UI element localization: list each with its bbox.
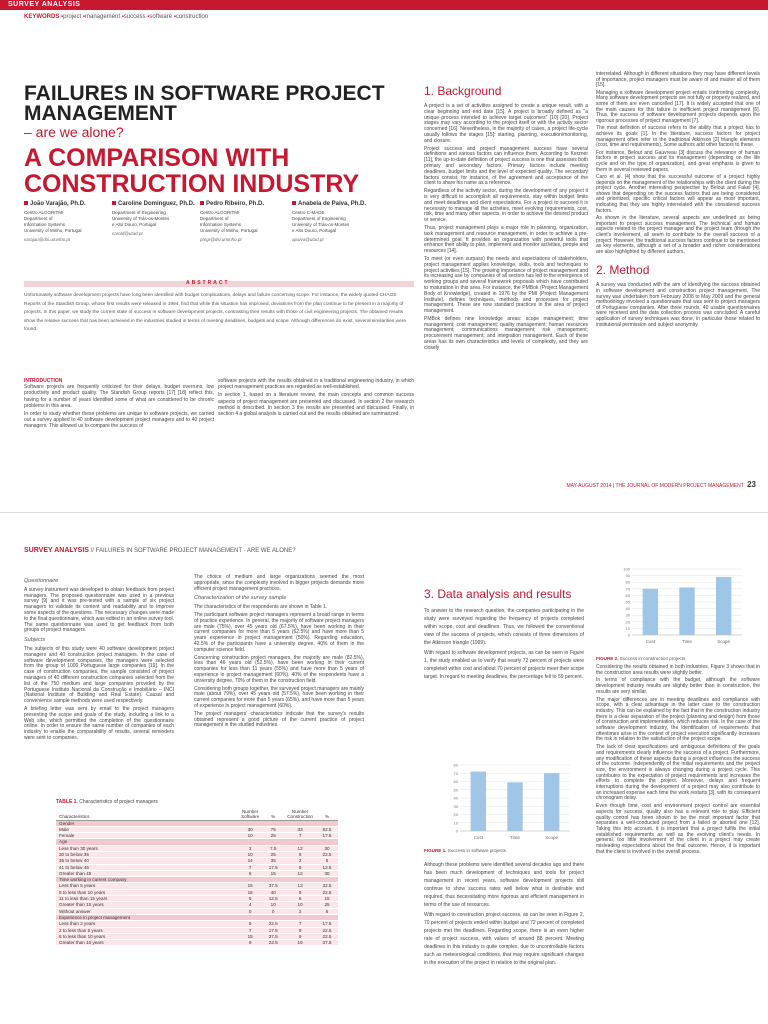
table-cell: 7 xyxy=(238,927,262,933)
running-title: FAILURES IN SOFTWARE PROJECT MANAGEMENT - ARE WE ALONE? xyxy=(95,548,296,554)
keyword: software xyxy=(149,14,173,20)
table-caption-label: TABLE 1. xyxy=(56,799,78,805)
table-cell: 17.5 xyxy=(262,864,284,870)
paragraph: The most definition of success refers to the ability that a project has to achieve its goals [1]. In the literature, success factors for project management often refer to the traditional Atkinson [2] triangle elements (cost, time and requirements). Some authors add other factors to these. xyxy=(596,125,760,149)
figure-2-chart xyxy=(618,565,748,647)
y-tick-label: 80 xyxy=(625,579,630,585)
table-cell: 17.5 xyxy=(262,927,284,933)
paragraph: A briefing letter was sent by email to the project managers presenting the scope and goals of the study, including a link to a Web site, which permitted the completion of the questionnaire online. In order to ensure the same number of companies of each industry to enable the comparability of results, several reminders were sent to companies. xyxy=(24,705,174,741)
y-tick-label: 50 xyxy=(625,599,630,605)
x-tick-label: Cost xyxy=(645,639,655,644)
paragraph: The participant software project managers represent a broad range in terms of practice experience. In general, the majority of software project managers are male (75%), over 45 years old (67.5%), have been working in their current companies for more than 5 years (62.5%) and have more than 5 years experience in project management (50%). Regarding education, 42.5% of the participants have a university degree, 40% of them in the computer science field. xyxy=(194,611,364,653)
author-name: Caroline Dominguez, Ph.D. xyxy=(118,201,195,207)
paragraph: interrelated. Although in different situations they may have different levels of importance, project managers must be aware of and master all of them [15]. xyxy=(596,71,760,89)
keyword: construction xyxy=(175,14,209,20)
paragraph: Considering the results obtained in both industries, Figure 3 shows that in the construction area results were slightly better. xyxy=(596,664,760,676)
paragraph: The lack of clear specifications and ambiguous definitions of the goals and requirements clearly influence the success of a project. Furthermore, any modification of these aspects during a project influences the success of the outcome. Independently of the initial requirements and the project size, the environment is always changing during a project cycle. This contributes to the expectation of project requirements and increases the efforts to complete the project. Moreover, delays and frequent interruptions during the development of a project may also contribute to an increased expense each time the work restarts [3], with its consequent chronogram delay. xyxy=(596,744,760,802)
bar xyxy=(507,782,522,831)
paragraph: Caro et al. [4] show that the successful outcome of a project highly depends on the management of the relationships with the client during the project cycle. Another interesting perspective by Belout and Fakel [4], shows that depending on the success factors that are being considered and prioritized, specific critical factors will appear as most important, indicating that they are highly interrelated with the considered success factors. xyxy=(596,174,760,214)
paragraph: PMBok defines nine knowledge areas: scope management; time management; cost management; quality management; human resources management; communications management; risk management; procurement management; and integration management. Each of these areas has its own characteristics and levels of complexity, and they are closely xyxy=(424,315,588,351)
paragraph: The subjects of this study were 40 software development project managers and 40 construction project managers. In the case of software development companies, the managers were selected from the group of 1000 Portuguese large companies [19]. In the case of construction companies, the sample consisted of project managers of 40 different construction companies selected from the list of the 750 medium and large companies provided by the Portuguese Instituto Nacional da Construção e Imobiliário – INCI (National Institute of Building and Real Estate). Causal and convenience sample methods were used respectively. xyxy=(24,645,174,705)
table-cell: 12.5 xyxy=(262,896,284,902)
figure-1-caption xyxy=(424,848,506,853)
author-name: Pedro Ribeiro, Ph.D. xyxy=(206,201,265,207)
keyword: project xyxy=(63,14,82,20)
table-cell: 37.5 xyxy=(262,933,284,939)
y-tick-label: 20 xyxy=(453,812,458,817)
table-cell: Less than 5 years xyxy=(56,883,238,889)
table-cell: 3 xyxy=(238,845,262,851)
table-cell: 6 xyxy=(284,896,316,902)
page-24 xyxy=(0,512,768,1024)
table-cell: 7 xyxy=(284,921,316,927)
paragraph: In section 1, based on a literature review, the main concepts and common success aspects of project management are presented and discussed. In section 2 the research method is described. In section 3 the results are presented and discussed. Finally, in section 4 a global analysis is carried out and the results obtained are summarized. xyxy=(218,392,414,418)
figure-caption-text: Success in software projects xyxy=(447,848,506,853)
table-cell: 7 xyxy=(238,864,262,870)
table-cell: 22.5 xyxy=(316,851,338,857)
keywords-label: KEYWORDS xyxy=(24,14,60,20)
y-tick-label: 80 xyxy=(453,762,458,768)
table-cell: 9 xyxy=(284,889,316,895)
affiliation: Information Systems xyxy=(200,222,242,227)
article-title: FAILURES IN SOFTWARE PROJECT MANAGEMENT xyxy=(24,82,385,125)
abstract-bar xyxy=(24,281,414,287)
affiliation: Centro ALGORITMI xyxy=(24,210,64,215)
affiliation: Centro ALGORITMI xyxy=(200,210,240,215)
section-bar xyxy=(0,0,768,10)
table-header-cell: Number Construction xyxy=(284,807,316,820)
bar xyxy=(643,589,658,635)
table-cell: 30 to below 35 xyxy=(56,851,238,857)
abstract-text: Unfortunately software development projects have long been identified with budget complications, delays and failure concerning scope. For instance, the widely quoted CHAOS Reports of the Standish Group, whose first results were released in 1994, find that while this situation has improved, deviations from the plan continue to be present in a majority of projects. In this paper, we study the current state of success in software development projects, contrasting their results with those of civil engineering projects. The obtained results show the relative success that has been achieved in the industries studied in terms of meeting deadlines, budgets and scope. Although differences do exist, several similarities were found. xyxy=(24,293,407,333)
table-cell: 6 to less than 10 years xyxy=(56,933,238,939)
y-tick-label: 20 xyxy=(625,619,630,625)
table-cell: Less than 30 years xyxy=(56,845,238,851)
table-cell: 9 xyxy=(284,927,316,933)
bullet-icon xyxy=(24,201,28,205)
table-cell: 13 xyxy=(284,883,316,889)
table-cell: Less than 2 years xyxy=(56,921,238,927)
table-cell: 22.5 xyxy=(262,940,284,946)
background-column xyxy=(424,84,588,354)
table-cell: 12 xyxy=(284,870,316,876)
table-cell: 9 xyxy=(238,921,262,927)
author-email[interactable]: varajao@dsi.uminho.pt xyxy=(24,237,71,242)
table-cell: 32.5 xyxy=(316,883,338,889)
table-row xyxy=(56,940,338,946)
table-cell: 0 xyxy=(262,908,284,914)
table-cell: 82.5 xyxy=(316,826,338,832)
section-title: 3. Data analysis and results xyxy=(424,587,572,601)
table-cell: 10 xyxy=(262,902,284,908)
table-cell: Male xyxy=(56,826,238,832)
affiliation: University of Trás-os-Montes xyxy=(112,216,170,221)
author-card xyxy=(292,201,380,243)
table-header-cell: Number Software xyxy=(238,807,262,820)
author-email[interactable]: pmgr@dsi.uminho.pt xyxy=(200,237,242,242)
table-cell: 25 xyxy=(316,902,338,908)
table-header-row xyxy=(56,807,338,820)
table-cell: 25 xyxy=(262,851,284,857)
table-cell: 14 xyxy=(238,858,262,864)
bullet-icon xyxy=(112,201,116,205)
paragraph: Project success and project management success have several definitions and various factors can influence them. According to Kerzner [11], the up-to-date definition of project success is one that assesses both primary and secondary factors. Primary factors include meeting deadlines, budget limits and the level of expected quality. The secondary factors consist, for instance, of the agreement and acceptance of the client to share his name as a reference. xyxy=(424,145,588,187)
table-cell: 15 xyxy=(262,870,284,876)
table-cell: 16 xyxy=(238,889,262,895)
intro-column-1 xyxy=(24,378,214,432)
affiliation: Department of xyxy=(24,216,53,221)
paragraph: As shown in the literature, several aspects are underlined as being important to project success management. The technical and human aspects related to the project manager and the project team (though the client's involvement, all seem to contribute to the overall success of a project. However, the traditional success factors continue to be mentioned as key elements, although a set of a broader and richer considerations are also highlighted by different authors. xyxy=(596,215,760,255)
paragraph: The characteristics of the respondents are shown in Table 1. xyxy=(194,604,328,611)
article-title-secondary: A COMPARISON WITH CONSTRUCTION INDUSTRY xyxy=(24,144,360,198)
table-cell: 12.5 xyxy=(316,864,338,870)
x-tick-label: Scope xyxy=(545,835,559,840)
bar xyxy=(471,772,486,831)
table-cell: 75 xyxy=(262,826,284,832)
page-footer: MAY-AUGUST 2014 | THE JOURNAL OF MODERN PROJECT MANAGEMENT 23 xyxy=(566,480,756,489)
paragraph: Software projects are frequently criticized for their delays, budget overruns, low productivity and product quality. The Standish Group reports [17] [18] reflect this, having for a number of years identified some of what are considered to be chronic problems in this area. xyxy=(24,384,214,409)
table-cell: 5 xyxy=(238,896,262,902)
affiliation: University of Trás-os-Montes xyxy=(292,222,350,227)
table-cell: 30 xyxy=(238,826,262,832)
section-title: 2. Method xyxy=(596,263,650,278)
paragraph: Regardless of the activity sector, during the development of any project it is very difficult to accomplish all requirements, stay within budget limits and meet deadlines and client expectations. For a project to succeed it is necessary to manage all the activities, meet evolving requirements, cost, risk, time and many other aspects, in order to achieve the desired product or service. xyxy=(424,188,588,224)
footer-journal: THE JOURNAL OF MODERN PROJECT MANAGEMENT xyxy=(615,483,744,489)
paragraph: With regard to construction project success, as can be seen in Figure 2, 70 percent of projects ended within budget and 72 percent of completed projects met the deadlines. Regarding scope, there is an even higher rate of project success, with values of around 88 percent. Meeting deadlines in this industry is quite complex, due to uncontrollable factors such as meteorological conditions, that may require significant changes in the execution of the project in relation to the original plan. xyxy=(424,912,584,966)
y-tick-label: 70 xyxy=(453,770,458,776)
y-tick-label: 10 xyxy=(453,820,458,826)
table-cell: 22.5 xyxy=(316,927,338,933)
paragraph: In terms of compliance with the budget, although the software development industry results are slightly better than in construction, the results are very similar. xyxy=(596,677,760,695)
keyword: management xyxy=(84,14,121,20)
paragraph: To answer to the research question, the companies participating in the study were surveyed regarding the frequency of projects completed within scope, cost and deadlines. Thus, we followed the conventional view of the success of projects, which consists of three dimensions of the Atkinson triangle (1999). xyxy=(424,608,584,646)
affiliation: e Alto Douro, Portugal xyxy=(112,222,157,227)
table-cell: 2 to less than 5 years xyxy=(56,927,238,933)
table-cell: 7 xyxy=(284,833,316,839)
y-tick-label: 90 xyxy=(625,573,630,579)
author-name: João Varajão, Ph.D. xyxy=(30,201,86,207)
bar xyxy=(716,577,731,635)
y-tick-label: 40 xyxy=(453,795,458,801)
table-header-cell: % xyxy=(262,807,284,820)
y-tick-label: 60 xyxy=(453,779,458,784)
results-column xyxy=(424,587,584,683)
table-cell: Greater than 10 years xyxy=(56,940,238,946)
table-group-label: Gender xyxy=(56,820,338,826)
table-cell: 30 xyxy=(316,845,338,851)
paragraph: A survey instrument was developed to obtain feedback from project managers. The proposed questionnaire was used in a previous survey [9] and it was pre-tested with a sample of six project managers to validate its content and readability and to improve some aspects of the questions. The necessary changes were made to the final questionnaire, which was edited in an online survey tool. The same questionnaire was used to get feedback from both groups of project managers. xyxy=(24,586,174,634)
x-tick-label: Time xyxy=(682,639,692,644)
header-group-software: Software xyxy=(241,814,260,819)
table-cell: 5 xyxy=(316,908,338,914)
paragraph: The project managers' characteristics indicate that the survey's results obtained represent a good picture of the current practice of project management in the studied industries. xyxy=(194,710,364,729)
subsection-title: Questionnaire xyxy=(24,578,59,584)
paragraph: In order to study whether these problems are unique to software projects, we carried out a survey applied to 40 software development project managers and to 40 project managers. This allowed us to compare the success of xyxy=(24,411,214,430)
bar xyxy=(679,587,694,635)
affiliation: Department of Engineering xyxy=(292,216,346,221)
paragraph: software projects with the results obtained in a traditional engineering industry, in which project management practices are regarded as well-established. xyxy=(218,378,414,391)
paragraph: The major differences are in meeting deadlines and compliance with scope, with a clear advantage in the latter case to the construction industry. This can be explained by the fact that in the construction industry there is a clear separation of the project (planning and design) from those of construction and implementation, which reduces risk. In the case of the software development industry, the identification of requirements that oftentimes arise in the context of project execution significantly increases the risk in relation to the satisfaction of the project scope. xyxy=(596,696,760,743)
page-number: 23 xyxy=(747,480,756,489)
table-cell: 25 xyxy=(262,833,284,839)
table-cell: 22.5 xyxy=(262,921,284,927)
table-cell: 9 xyxy=(284,851,316,857)
figure-caption-text: Success in construction projects xyxy=(619,656,686,661)
table-cell: 35 xyxy=(262,858,284,864)
table-cell: 15 xyxy=(238,883,262,889)
paragraph: A project is a set of activities assigned to create a unique result, with a clear beginning and end date [15]. A project is broadly defined as "a unique process intended to achieve target outcomes" [10] [20]. Project stages may vary according to the project itself or with the activity sector concerned [16]. Nevertheless, in the majority of cases, a project life-cycle usually follows the stages [15]: starting, planning, execution/monitoring, and closure. xyxy=(424,103,588,144)
discussion-column xyxy=(596,665,760,858)
table-group-label: Experience in project management xyxy=(56,914,338,920)
table-cell: 0 xyxy=(238,908,262,914)
author-card xyxy=(112,201,200,237)
table-cell: 12 xyxy=(284,845,316,851)
affiliation: University of Minho, Portugal xyxy=(200,228,258,233)
author-name: Anabela de Paiva, Ph.D. xyxy=(298,201,367,207)
abstract-label: ABSTRACT xyxy=(186,280,230,286)
affiliation: Information Systems xyxy=(24,222,66,227)
section-title: 1. Background xyxy=(424,84,502,98)
table-cell: 5 xyxy=(316,858,338,864)
y-tick-label: 50 xyxy=(453,787,458,793)
table-cell: Greater than 45 xyxy=(56,870,238,876)
table-cell: 10 xyxy=(238,851,262,857)
table-cell: 9 xyxy=(238,940,262,946)
table-cell: 4 xyxy=(238,902,262,908)
x-tick-label: Scope xyxy=(717,639,731,644)
y-tick-label: 10 xyxy=(625,625,630,631)
y-tick-label: 70 xyxy=(625,586,630,592)
table-cell: 17.5 xyxy=(316,833,338,839)
table-cell: 2 xyxy=(284,908,316,914)
table-cell: 5 xyxy=(284,864,316,870)
bar xyxy=(544,773,559,831)
intro-heading: INTRODUCTION xyxy=(24,378,63,384)
paragraph: Thus, project management plays a major role in planning, organization, task management and resource management, in order to achieve a pre-determined goal. It provides an organization with powerful tools that enhance their ability to plan, implement and monitor activities, people and resources [14]. xyxy=(424,224,588,255)
y-tick-label: 30 xyxy=(453,803,458,809)
table-cell: Without answer xyxy=(56,908,238,914)
table-cell: 5 to less than 10 years xyxy=(56,889,238,895)
table-cell: 15 xyxy=(284,940,316,946)
table-cell: 15 xyxy=(238,933,262,939)
table-cell: Greater than 15 years xyxy=(56,902,238,908)
y-tick-label: 0 xyxy=(455,828,458,834)
affiliation: Department of Engineering xyxy=(112,210,166,215)
figure-label: FIGURE 1. xyxy=(424,848,447,853)
y-tick-label: 30 xyxy=(625,612,630,618)
table-group-label: Age xyxy=(56,839,338,845)
x-tick-label: Cost xyxy=(473,835,483,840)
figure-2-caption xyxy=(596,656,685,661)
affiliation: University of Minho, Portugal xyxy=(24,228,82,233)
table-cell: 17.5 xyxy=(316,921,338,927)
paragraph: Even though time, cost and environment project control are essential aspects for success, quality also has a relevant role to play. Efficient quality control has been shown to be the most important factor that separates a well-conducted project from a failed or aborted one [12]. Taking this into account, it is important that a project fulfils the initial established requirements as well as the evolving client's needs. In general, too little involvement of the client in a project may create misleading expectations about the final outcome. Hence, it is important that the client is involved in the overall process. xyxy=(596,803,760,855)
table-cell: 11 to less than 15 years xyxy=(56,896,238,902)
table-caption-text: Characteristics of project managers xyxy=(79,799,158,805)
author-card xyxy=(200,201,288,243)
table-cell: 35 to below 40 xyxy=(56,858,238,864)
author-email[interactable]: carold@utad.pt xyxy=(112,231,143,236)
table-cell: Female xyxy=(56,833,238,839)
table-cell: 7.5 xyxy=(262,845,284,851)
table-cell: 6 xyxy=(238,870,262,876)
table-header-cell: Characteristics xyxy=(56,807,238,820)
y-tick-label: 100 xyxy=(623,566,630,572)
author-card xyxy=(24,201,112,243)
article-subtitle: – are we alone? xyxy=(24,124,124,140)
subsection-title: Characterization of the survey sample xyxy=(194,595,287,602)
table-cell: 10 xyxy=(238,833,262,839)
table-cell: 15 xyxy=(316,896,338,902)
results-column-2 xyxy=(424,861,584,969)
table-cell: 40 xyxy=(262,889,284,895)
bullet-icon xyxy=(292,201,296,205)
paragraph: Concerning construction project managers, the majority are male (82.5%), less than 46 years old (52.5%), have been working in their current companies for less than 11 years (55%) and have more than 5 years of experience in project management (60%). 40% of the respondents have a university degree, 70% of them in the construction field. xyxy=(194,654,364,684)
running-header: SURVEY ANALYSIS // FAILURES IN SOFTWARE PROJECT MANAGEMENT - ARE WE ALONE? xyxy=(24,547,296,554)
paragraph: Although these problems were identified several decades ago and there has been much development of techniques and tools for project management in recent years, software development projects still continue to show success rates well below what is desirable and required, thus necessitating more rigorous and efficient management in terms of the use of resources. xyxy=(424,862,584,908)
keywords-line: KEYWORDS ▪project ▪management ▪success ▪software ▪construction xyxy=(24,14,209,20)
footer-date: MAY-AUGUST 2014 xyxy=(566,483,612,489)
intro-column-2 xyxy=(218,378,414,419)
paragraph: To meet (or even surpass) the needs and expectations of stakeholders, project management applies knowledge, skills, tools and techniques to project activities [15]. The growing importance of project management and its increasing use by companies of all sectors has led to the emergence of working groups and several framework proposals which have contributed to maturation in this area. For instance, the PMBok (Project Management Body of Knowledge), created in 1976 by the PMI (Project Management Institute), defines techniques, methods and processes for project management. These are now standard practices in the area of project management. xyxy=(424,255,588,315)
keyword: success xyxy=(123,14,146,20)
table-cell: 9 xyxy=(284,933,316,939)
x-tick-label: Time xyxy=(510,835,520,840)
table-header-cell: % xyxy=(316,807,338,820)
table-cell: 22.5 xyxy=(316,889,338,895)
characteristics-table xyxy=(56,807,338,946)
table-cell: 22.5 xyxy=(316,933,338,939)
paragraph: Managing a software development project entails confronting complexity. Many software development projects are not fully or properly realized, and some of them are even cancelled [17]. It is widely accepted that one of the main causes for this failure is inefficient project management [6]. Thus, the success of software development projects depends upon the rigorous processes of project management [7]. xyxy=(596,89,760,124)
y-tick-label: 60 xyxy=(625,592,630,598)
table-cell: 2 xyxy=(284,858,316,864)
figure-label: FIGURE 2. xyxy=(596,656,619,661)
figure-1-chart xyxy=(446,761,576,843)
table-cell: 37.5 xyxy=(316,940,338,946)
table-cell: 41 to below 45 xyxy=(56,864,238,870)
section-tag: SURVEY ANALYSIS xyxy=(24,547,89,554)
header-group-construction: Construction xyxy=(287,814,313,819)
affiliation: e Alto Douro, Portugal xyxy=(292,228,337,233)
paragraph: For instance, Belout and Gauvreau [3] discuss the relevance of human factors in project success and its management (depending on the life cycle and on the type of organization), and great emphasis is given to them in several reviewed papers. xyxy=(596,149,760,173)
bullet-icon xyxy=(200,201,204,205)
affiliation: Centro C-MADE xyxy=(292,210,325,215)
paragraph: A survey was conducted with the aim of identifying the success obtained in software development and construction project management. The survey was undertaken from February 2008 to May 2009 and the general methodology involved a questionnaire that was sent to project managers of Portuguese companies. After three rounds, 40 usable questionnaires were received and the data collection process was concluded. A careful application of survey techniques was done, in particular those related to institutional permission and subject anonymity. xyxy=(596,282,760,328)
y-tick-label: 0 xyxy=(627,632,630,638)
affiliation: Department of xyxy=(200,216,229,221)
table-cell: 37.5 xyxy=(262,883,284,889)
table-cell: 10 xyxy=(284,902,316,908)
table-caption xyxy=(56,799,158,805)
paragraph: The choice of medium and large organizations seemed the most appropriate, since the complexity involved in bigger projects demands more efficient project management practices. xyxy=(194,574,364,592)
author-email[interactable]: apaiva@utad.pt xyxy=(292,237,324,242)
y-tick-label: 40 xyxy=(625,606,630,612)
sample-column xyxy=(194,575,364,731)
bar-chart-svg xyxy=(446,761,576,843)
bar-chart-svg xyxy=(618,565,748,647)
paragraph: Considering both groups together, the surveyed project managers are mainly male (about 79%), over 45 years old (57.5%), have been working in their current companies for more than 5 years (65%), and have more than 5 years of experience in project management (60%). xyxy=(194,685,364,709)
subsection-title: Subjects xyxy=(24,637,46,644)
method-column xyxy=(24,575,174,744)
section-tag: SURVEY ANALYSIS xyxy=(8,1,81,8)
paragraph: With regard to software development projects, as can be seen in Figure 1, the study enabled us to verify that nearly 72 percent of projects were completed within cost and about 70 percent of projects meet their scope target. In regard to meeting deadlines, the percentage fell to 59 percent. xyxy=(424,650,584,680)
table-cell: 30 xyxy=(316,870,338,876)
table-group-label: Time working in current company xyxy=(56,877,338,883)
background-column-2 xyxy=(596,72,760,330)
table-cell: 33 xyxy=(284,826,316,832)
